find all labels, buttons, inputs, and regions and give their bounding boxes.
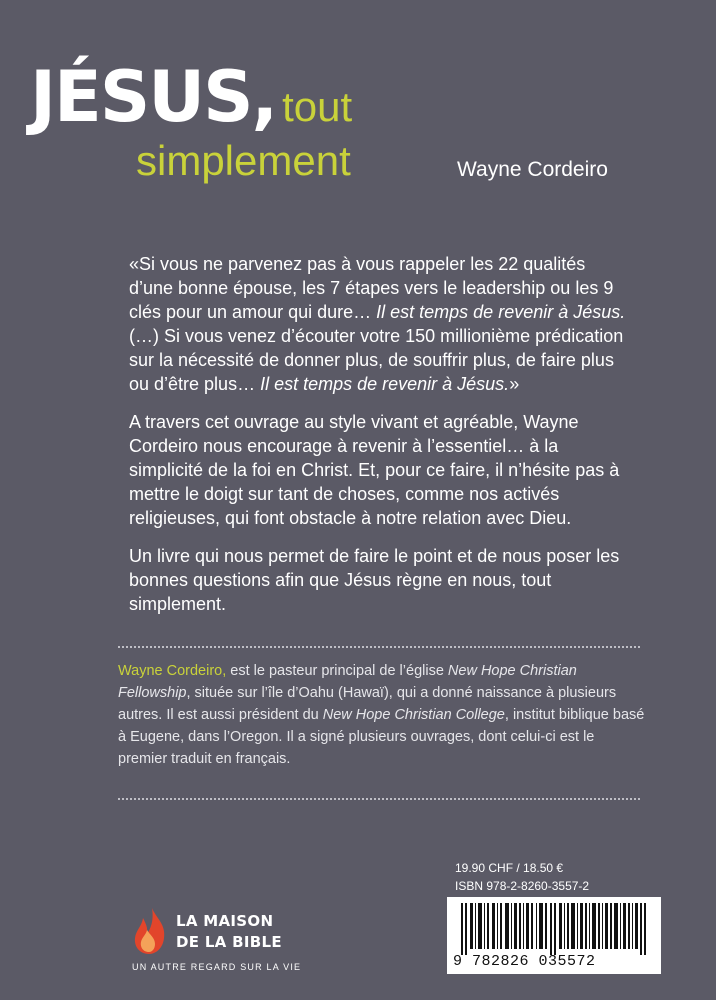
bio-italic: New Hope Christian College — [322, 707, 505, 723]
bio-text: est le pasteur principal de l’église — [226, 663, 448, 679]
quote-italic: Il est temps de revenir à Jésus. — [376, 302, 626, 322]
title-subline: simplement — [136, 137, 351, 184]
quote-italic: Il est temps de revenir à Jésus. — [260, 374, 510, 394]
bio-text: , située sur l’île d’Oahu (Hawaï), qui a donné naissance à plusieurs autres. Il est aussi président du — [118, 685, 617, 723]
book-title — [30, 56, 353, 138]
bio-text: , institut biblique basé à Eugene, dans l’Oregon. Il a signé plusieurs ouvrages, dont celui-ci est le premier traduit en français. — [118, 707, 645, 767]
blurb — [129, 252, 629, 630]
barcode — [447, 897, 661, 974]
publisher-name-line1: LA MAISON — [176, 912, 274, 930]
bio-italic: New Hope Christian Fellowship — [118, 663, 577, 701]
blurb-paragraph-3: Un livre qui nous permet de faire le point et de nous poser les bonnes questions afin que Jésus règne en nous, tout simplement. — [129, 546, 620, 614]
flame-icon — [130, 906, 170, 956]
blurb-paragraph-2: A travers cet ouvrage au style vivant et agréable, Wayne Cordeiro nous encourage à revenir à l’essentiel… à la simplicité de la foi en Christ. Et, pour ce faire, il n’hésite pas à mettre le doigt sur tant de choses, comme nos activés religieuses, qui font obstacle à notre relation avec Dieu. — [129, 412, 620, 528]
publisher-tagline: UN AUTRE REGARD SUR LA VIE — [132, 962, 302, 972]
title-main: JÉSUS — [30, 56, 252, 138]
quote-close: » — [509, 374, 520, 394]
isbn: ISBN 978-2-8260-3557-2 — [455, 879, 590, 893]
bio-author-name: Wayne Cordeiro, — [118, 663, 227, 679]
title-tout: tout — [282, 83, 353, 130]
dotted-divider-bottom — [118, 798, 640, 800]
publisher-name-line2: DE LA BIBLE — [176, 933, 282, 951]
quote-part: (…) Si vous venez d’écouter votre 150 millionième prédication sur la nécessité de donner plus, de souffrir plus, de faire plus ou d’être plus… — [129, 326, 624, 394]
blurb-quote — [129, 252, 629, 396]
barcode-digits: 9 782826 035572 — [453, 953, 596, 970]
title-comma: , — [251, 56, 279, 138]
price: 19.90 CHF / 18.50 € — [455, 861, 564, 875]
barcode-bars-icon — [461, 903, 651, 955]
dotted-divider-top — [118, 646, 640, 648]
quote-part: «Si vous ne parvenez pas à vous rappeler les 22 qualités d’une bonne épouse, les 7 étapes vers le leadership ou les 9 clés pour un amour qui dure… — [129, 254, 614, 322]
author-bio — [118, 660, 646, 770]
author-name: Wayne Cordeiro — [457, 158, 608, 181]
